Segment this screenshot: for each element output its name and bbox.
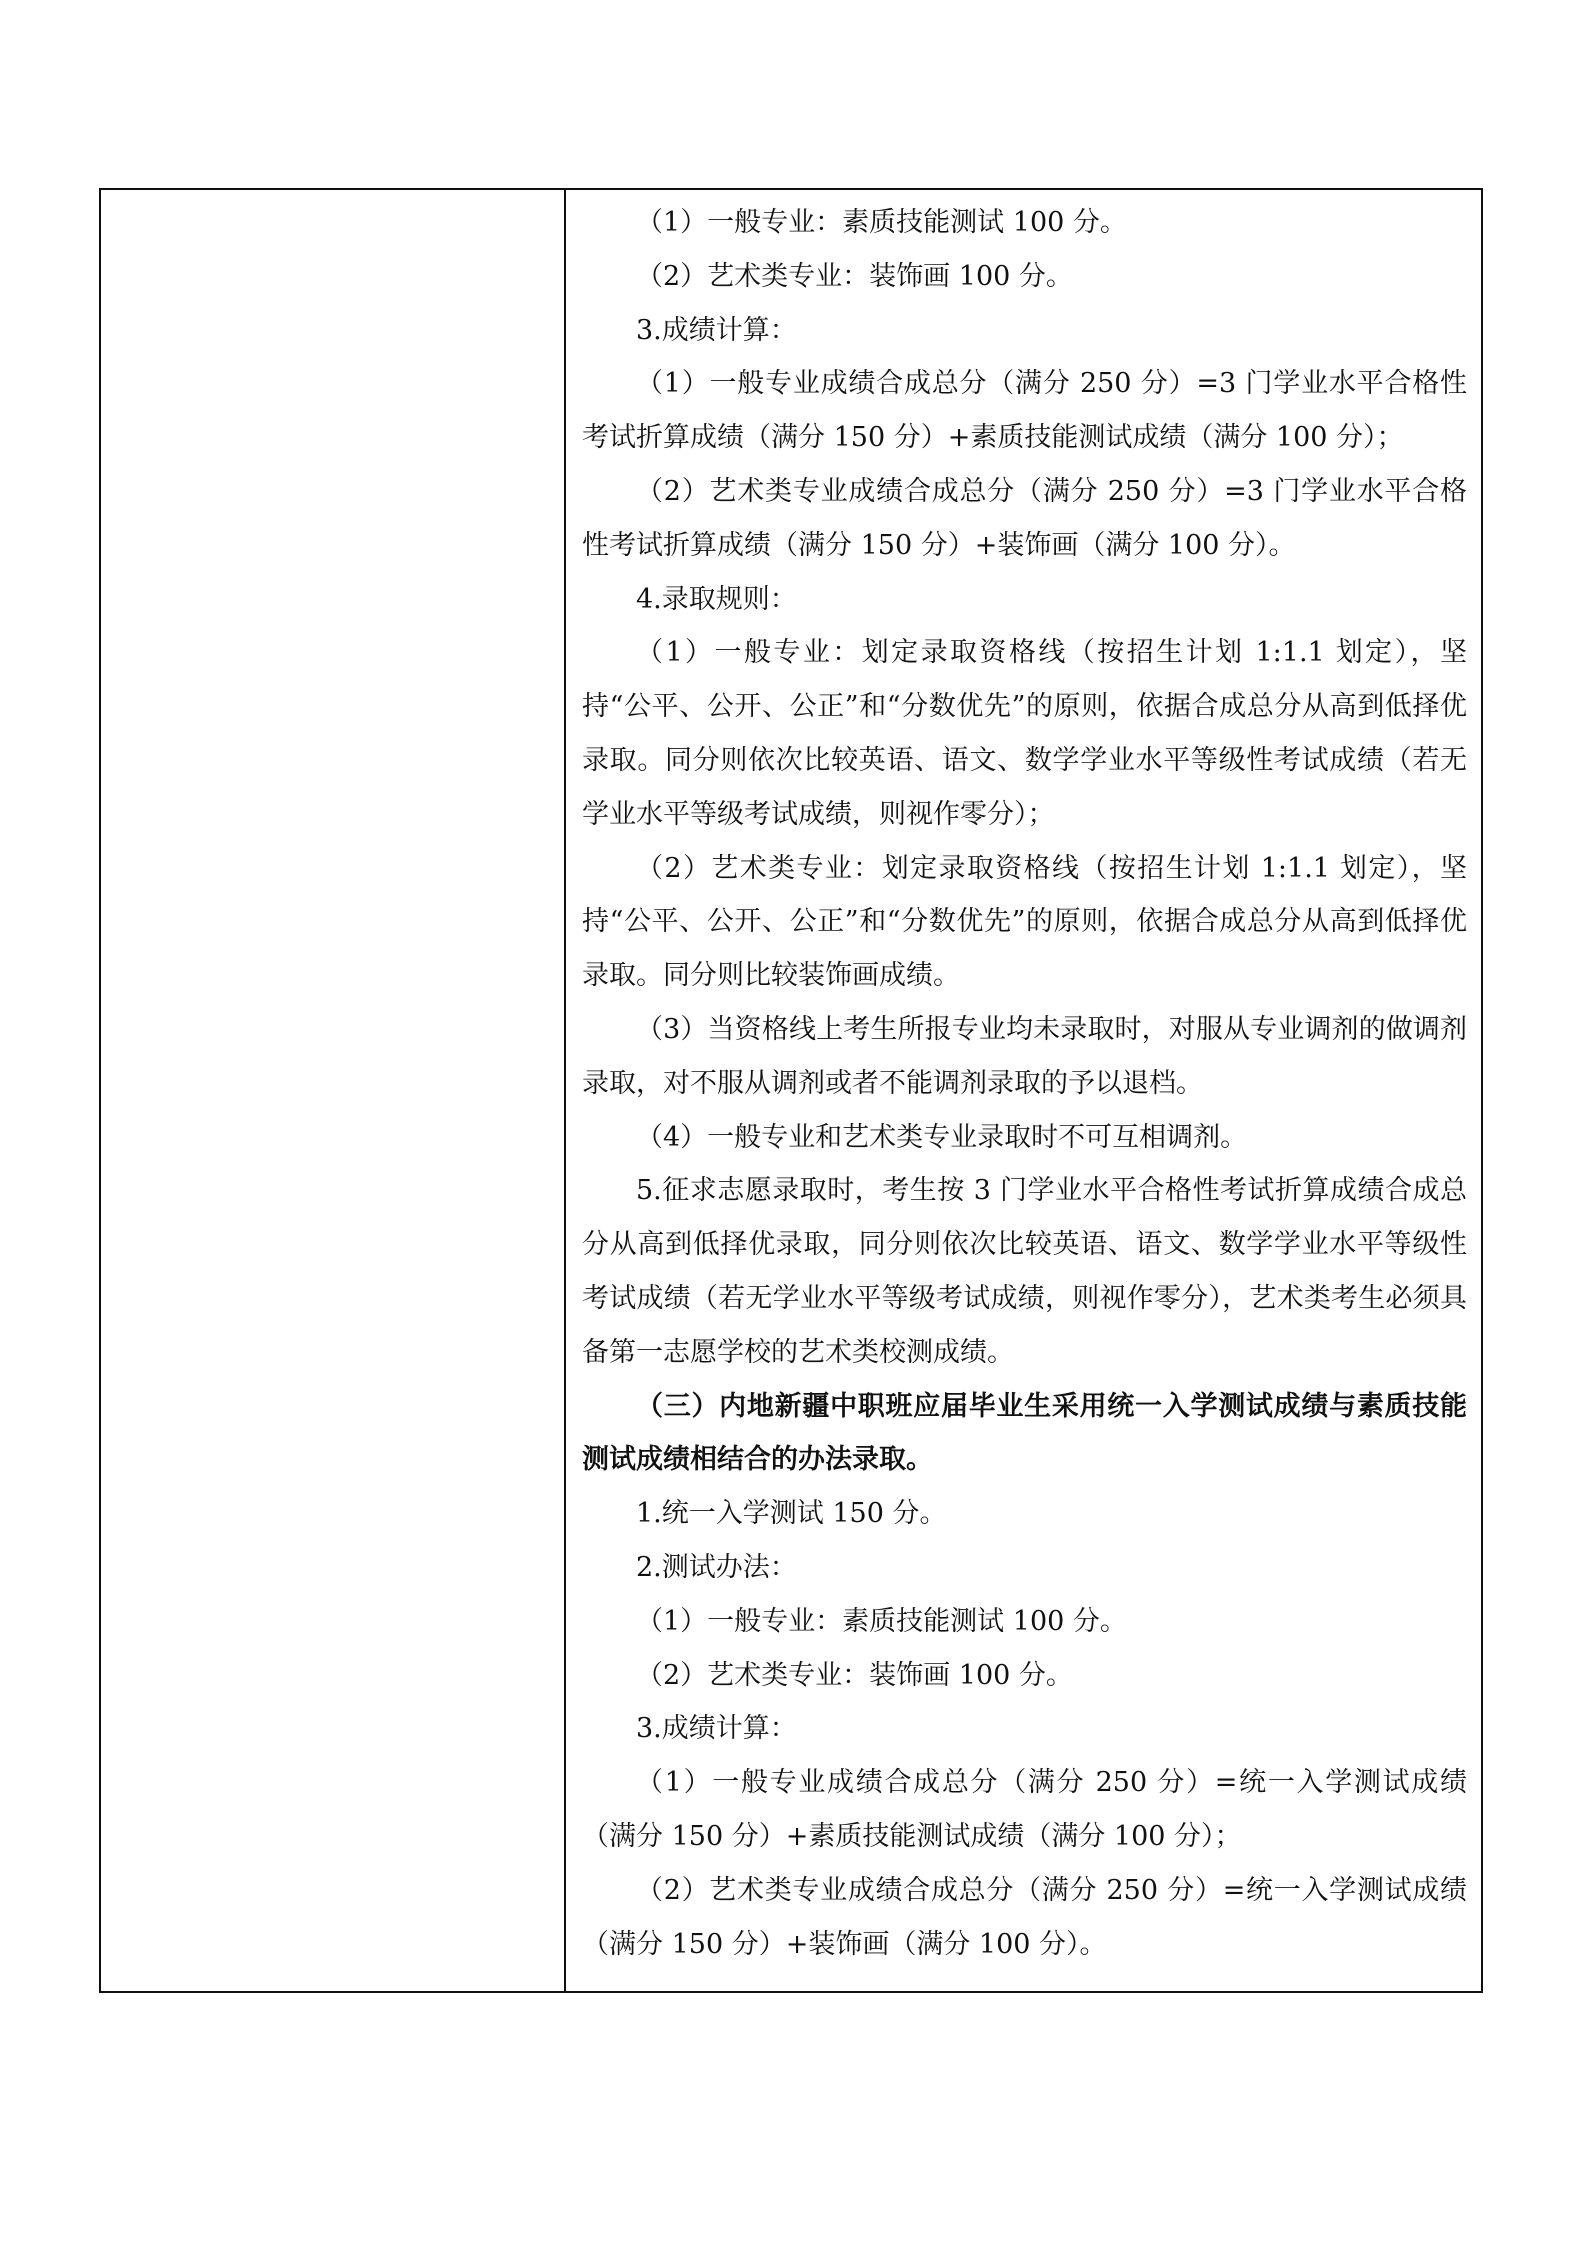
paragraph-calculation-art-2: （2）艺术类专业成绩合成总分（满分 250 分）=统一入学测试成绩（满分 150 分）+装饰画（满分 100 分）。 [582,1874,1467,1960]
paragraph-calculation-general-2: （1）一般专业成绩合成总分（满分 250 分）=统一入学测试成绩（满分 150 分）+素质技能测试成绩（满分 100 分）； [582,1767,1467,1852]
paragraph-heading-admission-rules: 4.录取规则： [636,583,797,615]
table-left-cell [101,190,566,1991]
paragraph-calculation-art: （2）艺术类专业成绩合成总分（满分 250 分）=3 门学业水平合格性考试折算成绩（满分 150 分）+装饰画（满分 100 分）。 [582,475,1467,561]
section-heading-xinjiang: （三）内地新疆中职班应届毕业生采用统一入学测试成绩与素质技能测试成绩相结合的办法录取。 [582,1390,1467,1476]
paragraph-test-general: （1）一般专业：素质技能测试 100 分。 [636,1605,1127,1637]
paragraph-rule-art: （2）艺术类专业：划定录取资格线（按招生计划 1:1.1 划定），坚持“公平、公开、公正”和“分数优先”的原则，依据合成总分从高到低择优录取。同分则比较装饰画成绩。 [582,852,1467,992]
paragraph-heading-test-method: 2.测试办法： [636,1551,797,1583]
paragraph-unified-test: 1.统一入学测试 150 分。 [636,1498,947,1530]
paragraph-rule-general: （1）一般专业：划定录取资格线（按招生计划 1:1.1 划定），坚持“公平、公开、公正”和“分数优先”的原则，依据合成总分从高到低择优录取。同分则依次比较英语、语文、数学学业水平等级性考试成绩（若无学业水平等级考试成绩，则视作零分）； [582,637,1467,830]
table-right-cell [566,190,1481,1991]
paragraph-rule-no-cross-adjust: （4）一般专业和艺术类专业录取时不可互相调剂。 [636,1121,1248,1153]
paragraph-heading-calculation: 3.成绩计算： [636,314,797,346]
document-table [99,188,1483,1993]
paragraph-score-2-art: （2）艺术类专业：装饰画 100 分。 [636,260,1073,292]
paragraph-rule-adjustment: （3）当资格线上考生所报专业均未录取时，对服从专业调剂的做调剂录取，对不服从调剂或者不能调剂录取的予以退档。 [582,1013,1467,1099]
paragraph-test-art: （2）艺术类专业：装饰画 100 分。 [636,1659,1073,1691]
paragraph-calculation-general: （1）一般专业成绩合成总分（满分 250 分）=3 门学业水平合格性考试折算成绩（满分 150 分）+素质技能测试成绩（满分 100 分）； [582,368,1467,454]
paragraph-heading-calculation-2: 3.成绩计算： [636,1713,797,1745]
paragraph-solicited-admission: 5.征求志愿录取时，考生按 3 门学业水平合格性考试折算成绩合成总分从高到低择优录取，同分则依次比较英语、语文、数学学业水平等级性考试成绩（若无学业水平等级考试成绩，则视作零分），艺术类考生必须具备第一志愿学校的艺术类校测成绩。 [582,1175,1467,1368]
paragraph-score-1-general: （1）一般专业：素质技能测试 100 分。 [636,207,1127,238]
